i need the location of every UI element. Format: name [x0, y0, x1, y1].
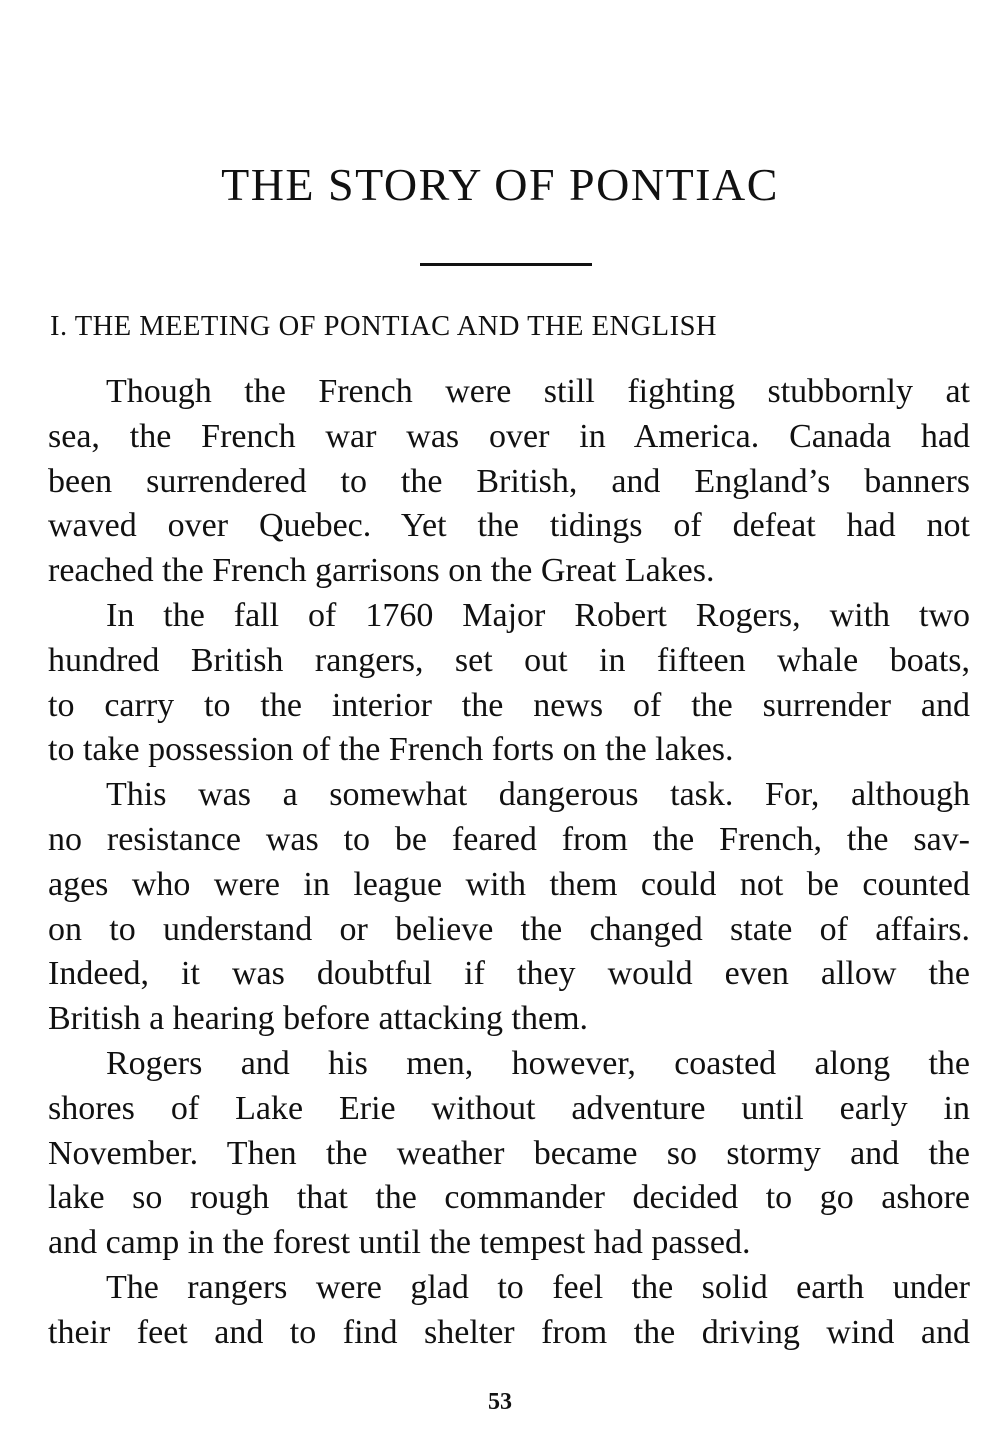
- text-line: Though the French were still fighting stubbornly at: [106, 373, 970, 410]
- text-line: ages who were in league with them could not be counted: [48, 865, 970, 903]
- text-line: lake so rough that the commander decided to go ashore: [48, 1179, 970, 1217]
- body-text: [48, 370, 970, 1356]
- text-line: to take possession of the French forts on the lakes.: [48, 731, 734, 769]
- text-line: no resistance was to be feared from the French, the sav-: [48, 820, 970, 858]
- text-line: hundred British rangers, set out in fifteen whale boats,: [48, 641, 970, 679]
- text-line: and camp in the forest until the tempest had passed.: [48, 1224, 751, 1262]
- text-line: This was a somewhat dangerous task. For, although: [106, 776, 970, 814]
- text-line: Indeed, it was doubtful if they would even allow the: [48, 955, 970, 993]
- text-line: The rangers were glad to feel the solid earth under: [106, 1268, 970, 1306]
- text-line: November. Then the weather became so stormy and the: [48, 1134, 970, 1172]
- text-line: reached the French garrisons on the Great Lakes.: [48, 552, 715, 590]
- text-line: waved over Quebec. Yet the tidings of defeat had not: [48, 507, 970, 545]
- text-line: In the fall of 1760 Major Robert Rogers, with two: [106, 596, 970, 634]
- section-heading: I. THE MEETING OF PONTIAC AND THE ENGLISH: [50, 311, 717, 342]
- title-rule: [420, 263, 592, 266]
- text-line: been surrendered to the British, and England’s banners: [48, 462, 970, 500]
- text-line: on to understand or believe the changed state of affairs.: [48, 910, 970, 948]
- text-line: to carry to the interior the news of the surrender and: [48, 686, 970, 724]
- chapter-title: THE STORY OF PONTIAC: [221, 159, 779, 210]
- text-line: British a hearing before attacking them.: [48, 1000, 589, 1038]
- text-line: Rogers and his men, however, coasted along the: [106, 1044, 970, 1082]
- text-line: shores of Lake Erie without adventure until early in: [48, 1089, 970, 1127]
- text-line: sea, the French war was over in America. Canada had: [48, 417, 970, 455]
- text-line: their feet and to find shelter from the driving wind and: [48, 1313, 970, 1351]
- page-number: 53: [488, 1389, 512, 1415]
